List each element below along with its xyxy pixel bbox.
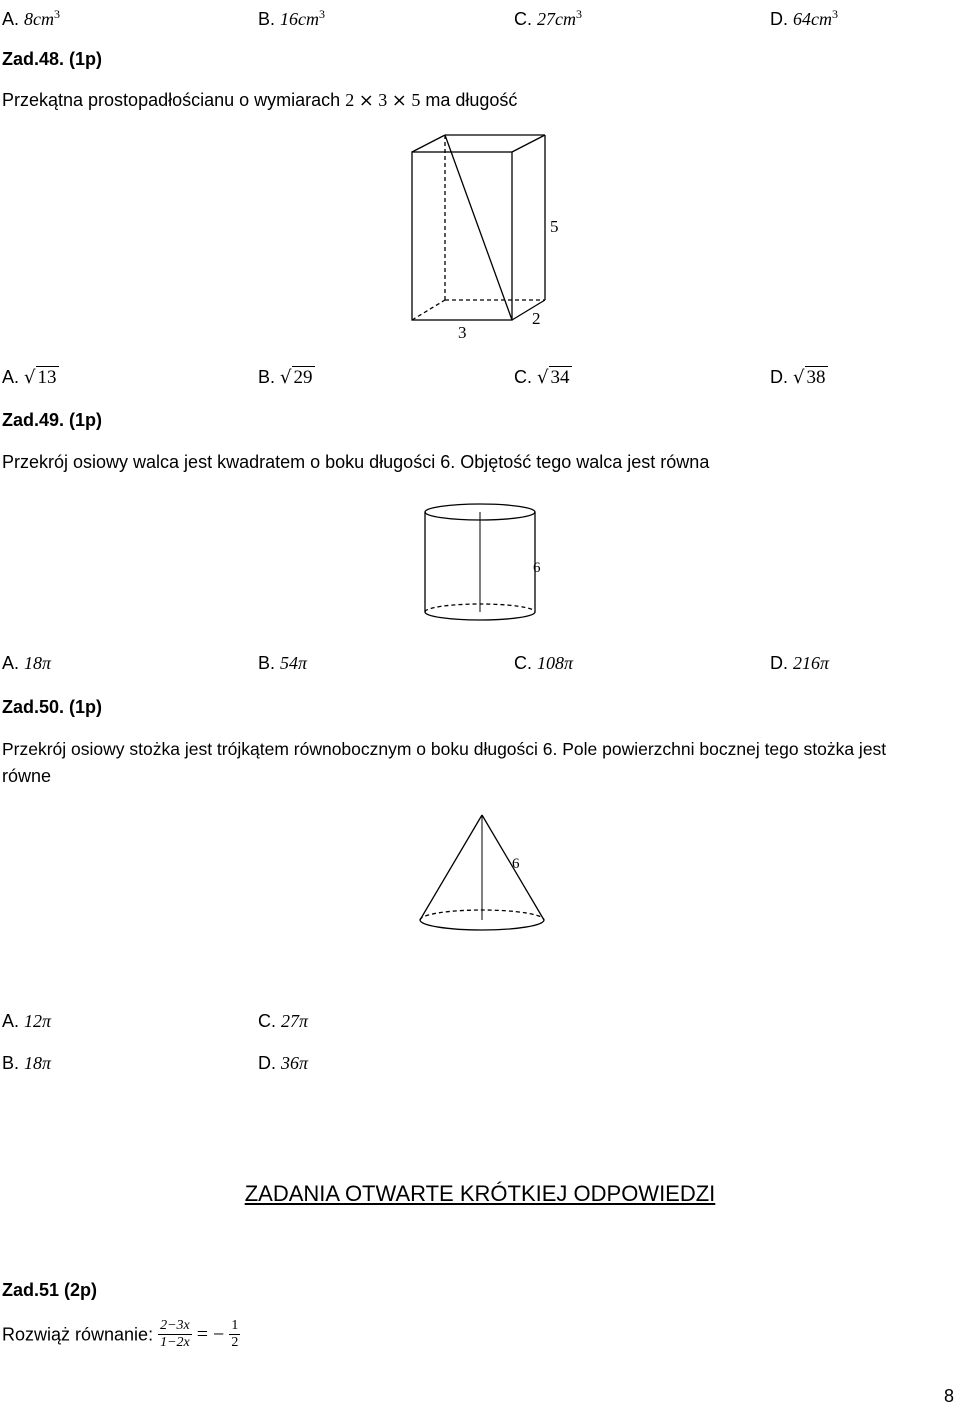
q47-answer-d: D. $64cm^3$ [770,7,839,29]
q51-label: Rozwiąż równanie: [2,1324,154,1345]
section-title: ZADANIA OTWARTE KRÓTKIEJ ODPOWIEDZI [244,1181,716,1206]
cone-label-slant: 6 [512,856,520,872]
q49-answer-a: A. 18π [2,653,52,673]
cuboid-figure [400,130,580,345]
page-number: 8 [944,1386,955,1406]
q50-question-line1: Przekrój osiowy stożka jest trójkątem równobocznym o boku długości 6. Pole powierzchni bocznej tego stożka jest [2,739,887,759]
q48-answer-c: C. √ 34 [514,367,570,388]
q48-answer-d: D. √ 38 [770,367,826,388]
q47-answer-b: B. $16cm^3$ [258,7,326,29]
q50-answer-a: A. 12π [2,1011,52,1031]
q48-answer-a: A. √ 13 [2,367,57,388]
q48-answer-b: B. √ 29 [258,367,313,388]
q50-answer-d: D. 36π [258,1053,309,1073]
cylinder-label-height: 6 [533,560,541,576]
q48-header: Zad.48. (1p) [2,49,103,69]
q50-header: Zad.50. (1p) [2,697,103,717]
q49-header: Zad.49. (1p) [2,410,103,430]
q49-answer-b: B. 54π [258,653,308,673]
q47-answer-a: A. $8cm^3$ [2,7,61,29]
cuboid-label-width: 3 [458,323,467,342]
q49-answer-d: D. 216π [770,653,830,673]
cone-figure [412,810,562,935]
cuboid-label-depth: 2 [532,309,541,328]
q50-question-line2: równe [2,766,52,786]
q51-rhs-fraction: $\frac{1}{2}$ [231,1318,239,1350]
q51-lhs-fraction: $\frac{2-3x}{1-2x}$ [160,1318,190,1350]
q49-question: Przekrój osiowy walca jest kwadratem o boku długości 6. Objętość tego walca jest równa [2,452,710,472]
q49-answer-c: C. 108π [514,653,574,673]
cuboid-label-height: 5 [550,217,559,236]
q51-equation: Rozwiąż równanie: $\frac{2-3x}{1-2x}$ = − $\frac{1}{2}$ [2,1318,239,1350]
q51-header: Zad.51 (2p) [2,1280,98,1300]
q50-answer-c: C. 27π [258,1011,309,1031]
cylinder-figure [418,500,558,628]
q50-answer-b: B. 18π [2,1053,52,1073]
q48-question: Przekątna prostopadłościanu o wymiarach 2 ⨯ 3 ⨯ 5 ma długość [2,90,518,110]
q47-answer-c: C. $27cm^3$ [514,7,583,29]
